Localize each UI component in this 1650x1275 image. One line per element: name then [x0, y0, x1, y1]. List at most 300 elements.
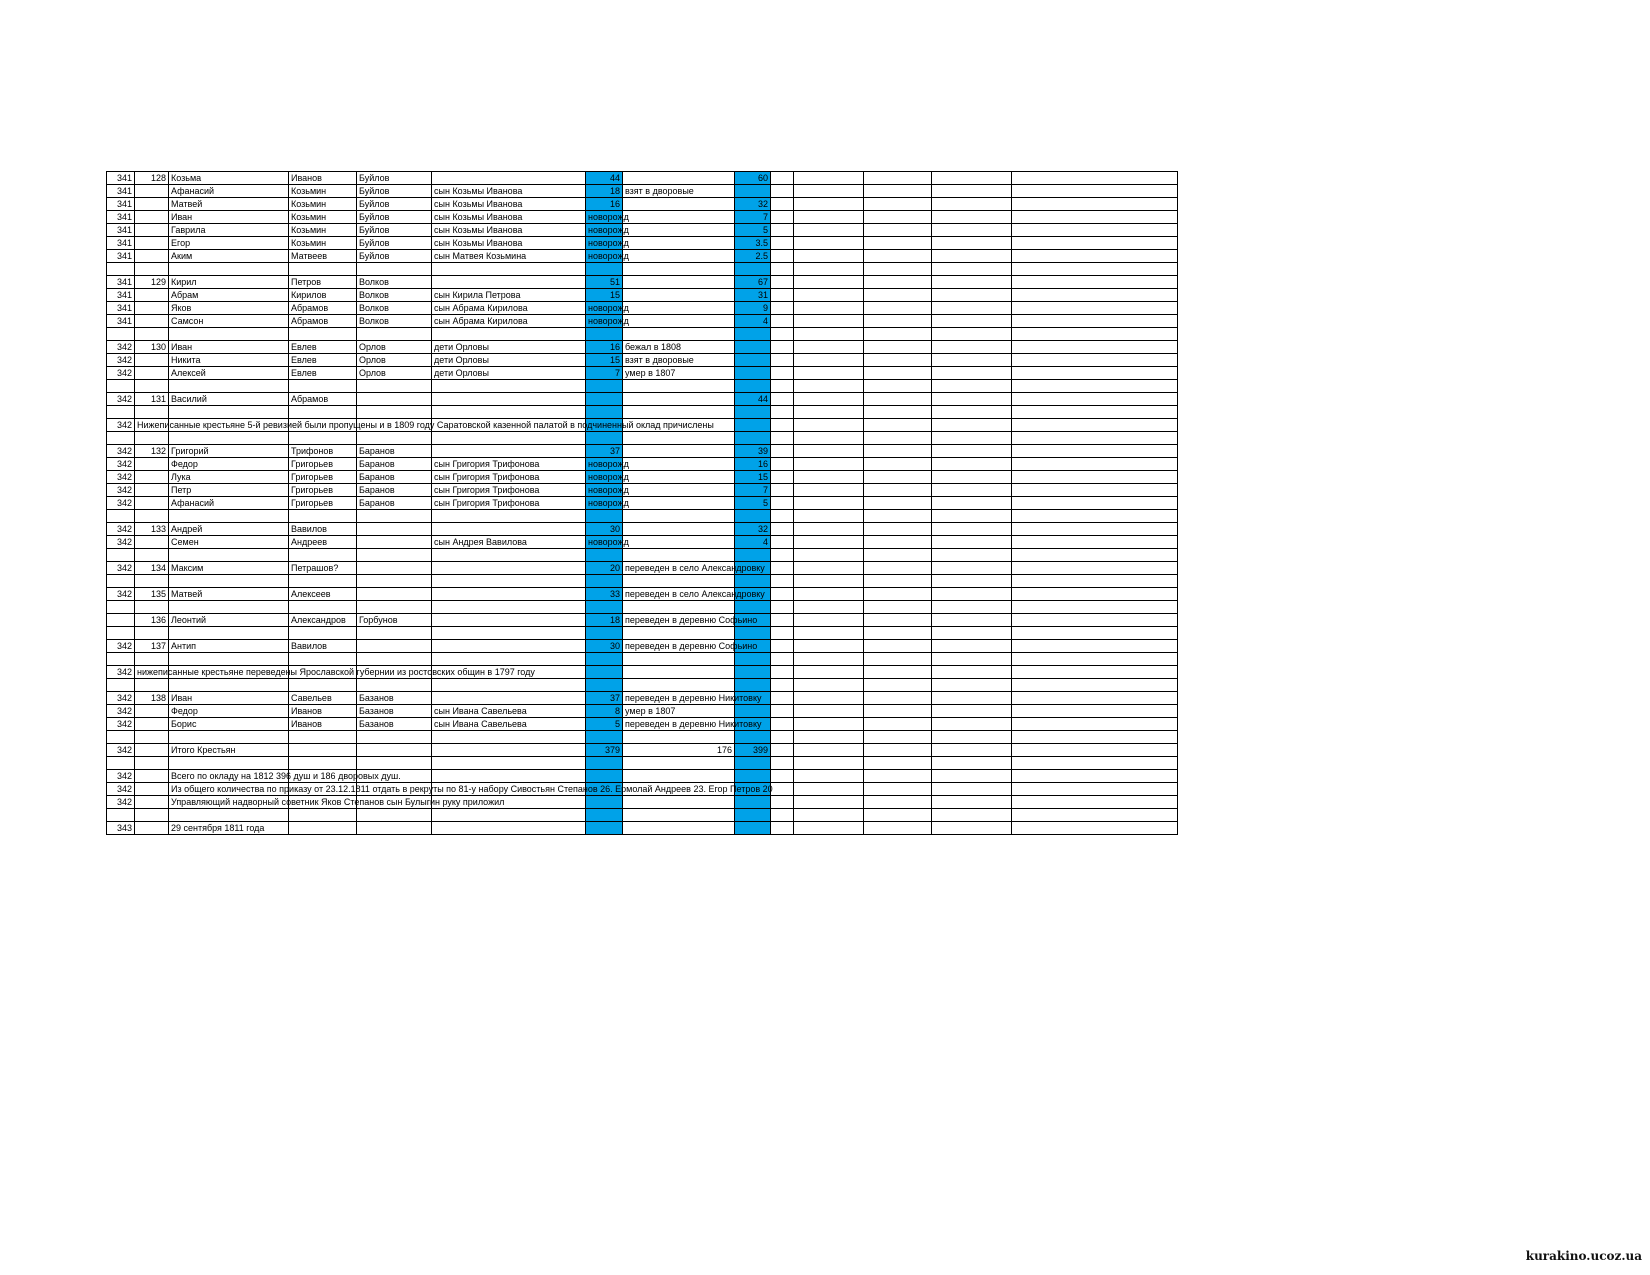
table-cell: Григорьев — [289, 497, 357, 510]
table-cell — [735, 354, 771, 367]
table-cell — [932, 614, 1012, 627]
table-cell — [794, 471, 864, 484]
table-row — [107, 601, 1178, 614]
table-cell — [794, 328, 864, 341]
site-watermark: kurakino.ucoz.ua — [1525, 1249, 1642, 1263]
table-cell — [794, 666, 864, 679]
table-cell: 342 — [107, 458, 135, 471]
table-cell — [623, 432, 735, 445]
table-cell — [169, 731, 289, 744]
table-cell — [623, 172, 735, 185]
table-cell — [794, 692, 864, 705]
table-cell — [864, 198, 932, 211]
table-cell — [771, 198, 794, 211]
table-cell — [623, 627, 735, 640]
table-cell — [771, 276, 794, 289]
table-cell — [623, 354, 735, 367]
table-cell: Иван — [169, 692, 289, 705]
table-cell — [357, 510, 432, 523]
table-cell — [864, 172, 932, 185]
cell-text: новорожд — [588, 251, 629, 261]
table-cell — [135, 705, 169, 718]
table-cell — [771, 822, 794, 835]
table-cell: 342 — [107, 471, 135, 484]
table-cell — [135, 666, 535, 679]
table-cell — [771, 562, 794, 575]
table-cell — [289, 549, 357, 562]
table-cell: Козьмин — [289, 211, 357, 224]
table-cell — [864, 757, 932, 770]
table-cell — [864, 367, 932, 380]
table-cell — [794, 393, 864, 406]
table-cell — [932, 328, 1012, 341]
table-cell — [864, 562, 932, 575]
cell-text: переведен в деревню Никитовку — [625, 693, 762, 703]
table-cell — [135, 237, 169, 250]
table-row — [107, 458, 1178, 471]
table-cell — [794, 523, 864, 536]
table-cell — [135, 679, 169, 692]
table-row — [107, 679, 1178, 692]
table-cell — [1012, 432, 1178, 445]
table-cell: Григорьев — [289, 484, 357, 497]
table-cell — [135, 185, 169, 198]
table-cell — [735, 679, 771, 692]
table-cell: 341 — [107, 224, 135, 237]
table-cell — [864, 796, 932, 809]
table-cell — [864, 549, 932, 562]
table-cell — [932, 263, 1012, 276]
table-row — [107, 354, 1178, 367]
note-text: 29 сентября 1811 года — [171, 823, 265, 833]
table-cell — [735, 510, 771, 523]
table-cell: Григорий — [169, 445, 289, 458]
table-cell — [623, 757, 735, 770]
table-cell — [735, 653, 771, 666]
table-cell — [864, 770, 932, 783]
table-cell — [771, 471, 794, 484]
table-cell — [1012, 341, 1178, 354]
table-cell — [135, 757, 169, 770]
table-cell — [771, 549, 794, 562]
table-cell — [735, 341, 771, 354]
table-cell — [586, 757, 623, 770]
table-cell — [1012, 705, 1178, 718]
table-cell — [932, 211, 1012, 224]
table-cell — [586, 770, 623, 783]
table-row — [107, 705, 1178, 718]
table-cell: 342 — [107, 393, 135, 406]
table-cell: 30 — [586, 523, 623, 536]
table-row — [107, 367, 1178, 380]
table-cell — [735, 770, 771, 783]
table-cell: сын Абрама Кирилова — [432, 302, 586, 315]
table-cell — [357, 627, 432, 640]
table-cell: Афанасий — [169, 185, 289, 198]
table-cell: Базанов — [357, 692, 432, 705]
table-cell — [771, 185, 794, 198]
table-cell — [932, 380, 1012, 393]
table-cell — [289, 731, 357, 744]
table-cell — [135, 419, 714, 432]
table-cell — [289, 510, 357, 523]
table-cell: 341 — [107, 276, 135, 289]
table-cell: 342 — [107, 640, 135, 653]
table-cell: Евлев — [289, 341, 357, 354]
table-cell — [586, 497, 629, 510]
cell-text: новорожд — [588, 212, 629, 222]
table-cell — [135, 354, 169, 367]
table-cell: Баранов — [357, 458, 432, 471]
table-cell — [357, 406, 432, 419]
table-cell — [586, 796, 623, 809]
table-row — [107, 250, 1178, 263]
table-cell — [1012, 653, 1178, 666]
table-cell: Иванов — [289, 718, 357, 731]
table-cell — [771, 419, 794, 432]
table-cell — [1012, 796, 1178, 809]
table-cell: 176 — [623, 744, 735, 757]
table-cell — [771, 250, 794, 263]
table-cell: Волков — [357, 302, 432, 315]
table-cell — [735, 705, 771, 718]
table-cell — [932, 276, 1012, 289]
table-cell — [623, 445, 735, 458]
table-cell — [623, 679, 735, 692]
table-cell — [794, 510, 864, 523]
table-cell — [623, 523, 735, 536]
table-cell: 8 — [586, 705, 623, 718]
table-cell — [135, 744, 169, 757]
cell-text: новорожд — [588, 316, 629, 326]
table-cell — [864, 289, 932, 302]
table-cell: 4 — [735, 315, 771, 328]
table-row — [107, 731, 1178, 744]
table-cell — [771, 718, 794, 731]
table-cell: Кирилов — [289, 289, 357, 302]
table-cell — [432, 432, 586, 445]
table-cell — [135, 458, 169, 471]
table-cell — [1012, 679, 1178, 692]
table-cell: Евлев — [289, 367, 357, 380]
table-cell — [771, 640, 794, 653]
table-cell — [586, 471, 629, 484]
table-cell — [1012, 367, 1178, 380]
table-cell — [432, 692, 586, 705]
table-cell — [586, 224, 629, 237]
table-cell — [586, 653, 623, 666]
table-cell — [794, 445, 864, 458]
table-cell — [432, 523, 586, 536]
table-cell: 341 — [107, 185, 135, 198]
table-cell: 135 — [135, 588, 169, 601]
table-cell — [357, 575, 432, 588]
table-cell: 379 — [586, 744, 623, 757]
table-cell — [357, 601, 432, 614]
table-row — [107, 822, 1178, 835]
table-cell — [107, 432, 135, 445]
table-cell — [107, 406, 135, 419]
table-row — [107, 185, 1178, 198]
table-cell — [1012, 224, 1178, 237]
table-cell: Семен — [169, 536, 289, 549]
table-cell — [135, 796, 169, 809]
table-cell: 37 — [586, 692, 623, 705]
table-cell — [586, 601, 623, 614]
table-row — [107, 653, 1178, 666]
table-row — [107, 419, 1178, 432]
note-text: Нижеписанные крестьяне 5-й ревизией были пропущены и в 1809 году Саратовской казенной палатой в подчиненный оклад причислены — [137, 420, 714, 430]
table-cell: 342 — [107, 523, 135, 536]
table-cell — [169, 653, 289, 666]
table-cell: 37 — [586, 445, 623, 458]
table-cell — [1012, 770, 1178, 783]
table-cell — [794, 718, 864, 731]
table-cell — [794, 406, 864, 419]
table-cell — [623, 185, 735, 198]
table-cell — [771, 627, 794, 640]
table-cell — [932, 822, 1012, 835]
table-cell — [864, 354, 932, 367]
table-cell — [735, 627, 771, 640]
table-cell: сын Григория Трифонова — [432, 458, 586, 471]
table-cell — [771, 237, 794, 250]
table-cell — [1012, 692, 1178, 705]
table-cell: Кирил — [169, 276, 289, 289]
table-cell — [932, 783, 1012, 796]
cell-text: взят в дворовые — [625, 186, 694, 196]
table-row — [107, 809, 1178, 822]
table-cell — [771, 341, 794, 354]
table-cell — [357, 263, 432, 276]
table-cell: 33 — [586, 588, 623, 601]
table-cell — [135, 770, 169, 783]
table-cell — [135, 406, 169, 419]
table-row — [107, 198, 1178, 211]
table-cell — [932, 549, 1012, 562]
table-cell — [1012, 185, 1178, 198]
table-row — [107, 276, 1178, 289]
table-cell — [107, 328, 135, 341]
table-cell — [135, 497, 169, 510]
table-cell: сын Абрама Кирилова — [432, 315, 586, 328]
table-cell: 342 — [107, 770, 135, 783]
table-cell — [586, 380, 623, 393]
table-cell: Федор — [169, 458, 289, 471]
table-cell — [771, 367, 794, 380]
table-cell — [864, 380, 932, 393]
table-cell — [107, 575, 135, 588]
table-cell — [586, 393, 623, 406]
table-cell: 342 — [107, 562, 135, 575]
table-cell: 341 — [107, 289, 135, 302]
table-cell: 341 — [107, 172, 135, 185]
table-cell: Орлов — [357, 367, 432, 380]
table-cell — [735, 601, 771, 614]
table-cell: Баранов — [357, 484, 432, 497]
table-cell — [135, 549, 169, 562]
table-cell — [135, 783, 169, 796]
table-cell: 39 — [735, 445, 771, 458]
table-cell — [1012, 354, 1178, 367]
table-cell — [1012, 640, 1178, 653]
table-cell — [1012, 497, 1178, 510]
table-cell — [794, 744, 864, 757]
table-cell: Иван — [169, 341, 289, 354]
table-cell: 3.5 — [735, 237, 771, 250]
table-cell — [357, 757, 432, 770]
table-cell — [623, 406, 735, 419]
table-cell — [932, 796, 1012, 809]
table-cell: Александров — [289, 614, 357, 627]
table-cell — [623, 640, 758, 653]
table-cell — [932, 718, 1012, 731]
table-cell: 137 — [135, 640, 169, 653]
table-cell — [1012, 822, 1178, 835]
table-row — [107, 380, 1178, 393]
table-row — [107, 406, 1178, 419]
table-cell — [794, 783, 864, 796]
table-cell — [932, 198, 1012, 211]
table-cell: сын Григория Трифонова — [432, 484, 586, 497]
table-cell — [864, 432, 932, 445]
table-cell — [623, 250, 735, 263]
table-cell: Трифонов — [289, 445, 357, 458]
cell-text: новорожд — [588, 459, 629, 469]
cell-text: бежал в 1808 — [625, 342, 682, 352]
table-cell: 132 — [135, 445, 169, 458]
table-cell — [623, 614, 758, 627]
table-cell: Волков — [357, 289, 432, 302]
table-cell: 7 — [735, 484, 771, 497]
table-cell: 342 — [107, 588, 135, 601]
table-cell: Козьма — [169, 172, 289, 185]
table-cell: 9 — [735, 302, 771, 315]
table-cell — [794, 484, 864, 497]
table-cell — [771, 172, 794, 185]
table-cell — [771, 796, 794, 809]
table-cell — [357, 536, 432, 549]
table-cell — [623, 796, 735, 809]
table-cell — [864, 653, 932, 666]
table-row — [107, 692, 1178, 705]
table-cell: Буйлов — [357, 224, 432, 237]
table-cell — [794, 250, 864, 263]
table-cell — [794, 562, 864, 575]
table-row — [107, 588, 1178, 601]
table-cell — [135, 224, 169, 237]
table-cell — [932, 224, 1012, 237]
table-cell — [135, 432, 169, 445]
table-cell — [107, 614, 135, 627]
table-cell — [586, 211, 629, 224]
table-cell: 32 — [735, 198, 771, 211]
table-cell — [169, 783, 773, 796]
table-cell — [107, 679, 135, 692]
table-cell — [623, 549, 735, 562]
table-cell — [1012, 419, 1178, 432]
table-cell: 341 — [107, 198, 135, 211]
table-cell: Итого Крестьян — [169, 744, 289, 757]
table-cell — [771, 679, 794, 692]
table-cell — [794, 211, 864, 224]
table-cell — [771, 692, 794, 705]
table-cell — [623, 276, 735, 289]
table-cell — [771, 328, 794, 341]
table-cell: 342 — [107, 692, 135, 705]
table-cell — [623, 211, 735, 224]
table-cell — [1012, 237, 1178, 250]
table-cell — [1012, 172, 1178, 185]
table-cell — [357, 562, 432, 575]
table-cell — [735, 419, 771, 432]
table-cell — [1012, 276, 1178, 289]
census-table — [106, 171, 1178, 835]
table-cell — [794, 198, 864, 211]
table-cell: 133 — [135, 523, 169, 536]
table-cell — [735, 328, 771, 341]
table-cell — [432, 328, 586, 341]
table-cell — [735, 757, 771, 770]
table-cell: 342 — [107, 666, 135, 679]
table-cell — [771, 497, 794, 510]
table-cell: Иван — [169, 211, 289, 224]
table-cell — [864, 341, 932, 354]
table-cell — [586, 237, 629, 250]
table-cell — [289, 744, 357, 757]
table-cell — [623, 692, 762, 705]
table-row — [107, 562, 1178, 575]
table-cell — [735, 796, 771, 809]
table-cell — [771, 380, 794, 393]
table-cell — [1012, 393, 1178, 406]
table-cell — [794, 809, 864, 822]
table-cell — [864, 263, 932, 276]
table-cell — [289, 601, 357, 614]
table-cell — [735, 367, 771, 380]
table-cell — [357, 380, 432, 393]
table-cell — [169, 757, 289, 770]
table-cell: 5 — [735, 497, 771, 510]
table-row — [107, 237, 1178, 250]
table-cell — [864, 692, 932, 705]
table-cell — [794, 315, 864, 328]
table-cell: 342 — [107, 536, 135, 549]
table-cell — [794, 185, 864, 198]
table-cell — [932, 575, 1012, 588]
table-cell — [932, 627, 1012, 640]
table-cell — [932, 458, 1012, 471]
table-cell — [623, 497, 735, 510]
table-cell — [169, 601, 289, 614]
table-cell — [771, 432, 794, 445]
table-cell: 342 — [107, 484, 135, 497]
table-cell: Баранов — [357, 497, 432, 510]
table-row — [107, 432, 1178, 445]
table-cell: 342 — [107, 718, 135, 731]
table-cell — [623, 367, 735, 380]
table-cell — [794, 614, 864, 627]
table-cell — [1012, 588, 1178, 601]
table-cell — [735, 432, 771, 445]
table-row — [107, 172, 1178, 185]
table-cell — [432, 744, 586, 757]
table-cell — [432, 510, 586, 523]
table-cell: Алексей — [169, 367, 289, 380]
table-cell: 15 — [586, 289, 623, 302]
table-cell — [932, 770, 1012, 783]
table-row — [107, 471, 1178, 484]
